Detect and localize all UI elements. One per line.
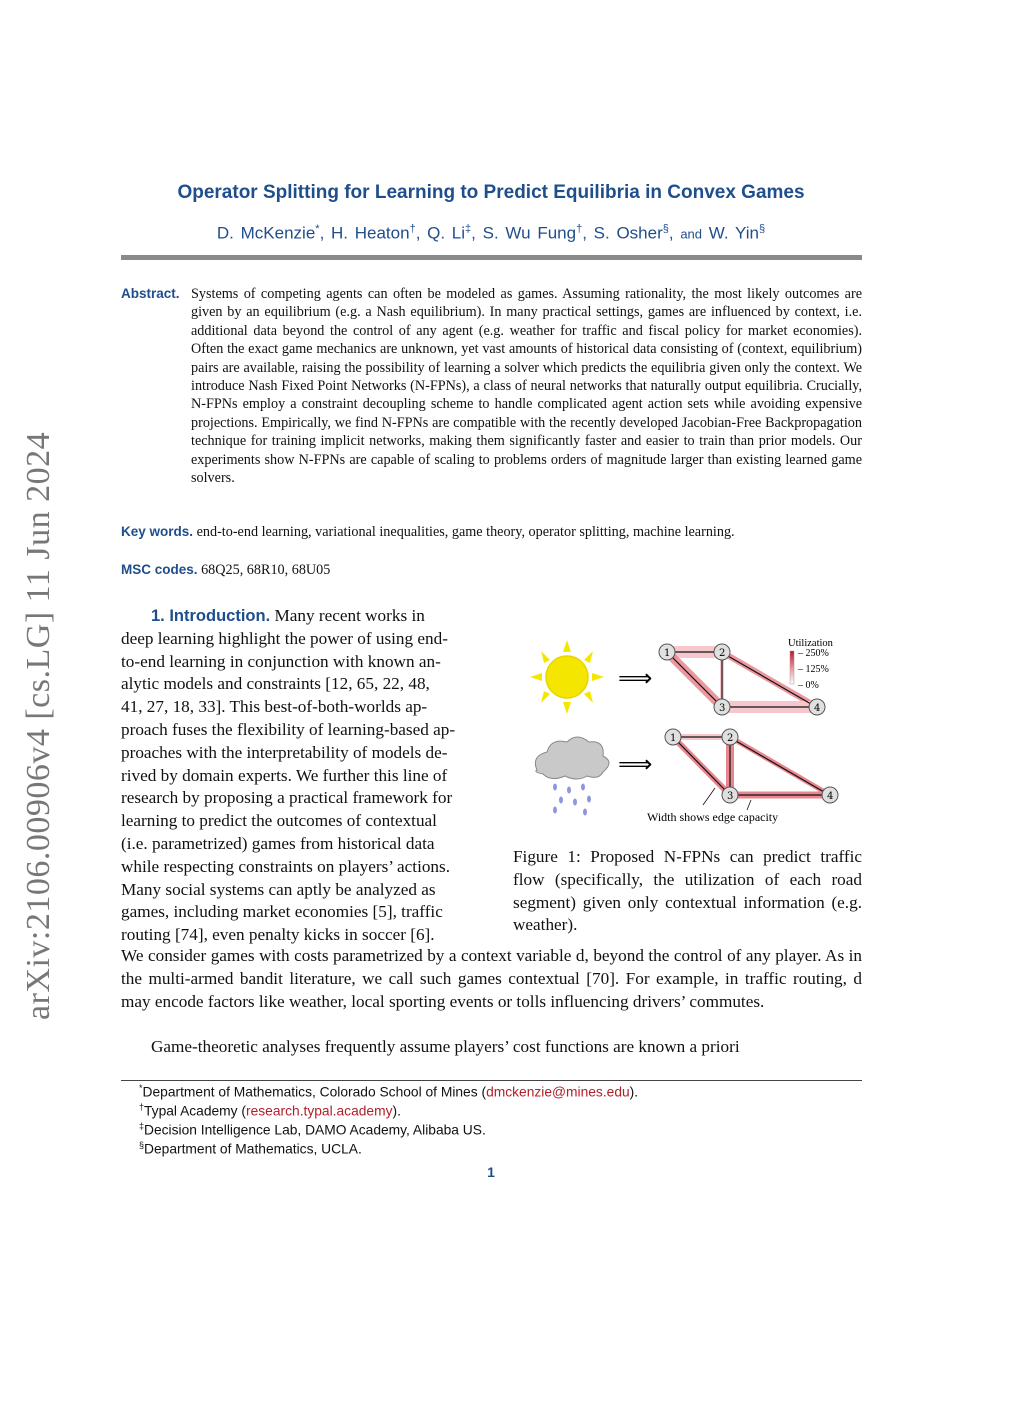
footnote-text: Typal Academy ( [144,1103,247,1119]
node-label: 4 [814,703,821,714]
intro-line: routing [74], even penalty kicks in soccer [6]. [121,925,435,945]
implies-arrow-top: ⟹ [618,664,653,692]
intro-line: proach fuses the flexibility of learning-based ap- [121,719,456,739]
footnote-text: Decision Intelligence Lab, DAMO Academy, Alibaba US. [144,1122,486,1138]
intro-line-text: Many recent works in [274,606,425,625]
legend-tick: – 125% [798,664,829,675]
node-label: 4 [827,791,834,802]
paper-title: Operator Splitting for Learning to Predict Equilibria in Convex Games [177,182,805,203]
keywords-label: Key words. [121,524,194,539]
intro-line: (i.e. parametrized) games from historical data [121,833,435,853]
affil-mark: † [576,223,583,235]
intro-line: research by proposing a practical framework for [121,788,453,808]
keywords [121,523,862,541]
implies-arrow-bottom: ⟹ [618,750,653,778]
legend-title: Utilization [788,638,833,649]
footnote-mark: ‡ [139,1121,145,1131]
intro-line: proaches with the interpretability of models de- [121,742,448,762]
footnote-mark: * [139,1083,143,1093]
author: W. Yin [708,223,759,243]
intro-line [121,605,498,628]
legend-tick: – 250% [798,648,829,659]
sun-icon [530,640,604,714]
node-label: 1 [670,733,677,744]
footnote-text: Department of Mathematics, Colorado School of Mines ( [142,1084,487,1100]
msc-codes [121,561,862,579]
intro-line: while respecting constraints on players’ actions. [121,856,451,876]
intro-line: rived by domain experts. We further this line of [121,765,448,785]
node-label: 1 [664,648,671,659]
intro-line: alytic models and constraints [12, 65, 22, 48, [121,674,430,694]
figure-caption: Figure 1: Proposed N-FPNs can predict traffic flow (specifically, the utilization of each road segment) given only contextual information (e.g. weather). [513,847,862,935]
footnote-after: ). [392,1103,401,1119]
footnote-after: ). [629,1084,639,1100]
page-number: 1 [487,1164,495,1180]
author: D. McKenzie [216,223,316,243]
node-label: 3 [719,703,726,714]
msc-text: 68Q25, 68R10, 68U05 [201,562,331,578]
footnote-rule [121,1080,862,1081]
section-heading: 1. Introduction. [151,607,271,625]
figure-1 [525,630,865,830]
author-list: D. McKenzie*, H. Heaton†, Q. Li‡, S. Wu Fung†, S. Osher§, and W. Yin§ [216,223,766,243]
intro-line: 41, 27, 18, 33]. This best-of-both-worlds ap- [121,697,428,717]
author: S. Wu Fung [482,223,577,243]
authors-and: and [680,226,703,242]
intro-paragraph-next: Game-theoretic analyses frequently assume players’ cost functions are known a priori [151,1037,740,1056]
intro-line: to-end learning in conjunction with known an- [121,651,441,671]
node-label: 2 [727,733,734,744]
width-note: Width shows edge capacity [647,810,779,824]
arxiv-side-stamp: arXiv:2106.00906v4 [cs.LG] 11 Jun 2024 [20,431,57,1020]
intro-line: Many social systems can aptly be analyzed as [121,879,436,899]
intro-paragraph: We consider games with costs parametrized by a context variable d, beyond the control of any player. As in the multi-armed bandit literature, we call such games contextual [70]. For example, in traffic routing, d may encode factors like weather, local sporting events or tolls influencing drivers’ commutes. [121,946,862,1011]
utilization-legend [788,638,834,691]
footnote-link[interactable]: research.typal.academy [246,1103,393,1119]
intro-line: learning to predict the outcomes of contextual [121,811,437,831]
affil-mark: † [409,223,416,235]
cloud-icon [535,737,609,816]
keywords-text: end-to-end learning, variational inequalities, game theory, operator splitting, machine learning. [196,524,735,540]
affil-mark: * [315,223,320,235]
affil-mark: § [662,223,669,235]
footnote [139,1121,486,1138]
author: H. Heaton [331,223,410,243]
affil-mark: § [758,223,766,235]
footnote-mark: † [139,1102,145,1112]
abstract-label: Abstract. [121,286,180,301]
footnote-link[interactable]: dmckenzie@mines.edu [486,1084,630,1100]
author: S. Osher [593,223,663,243]
footnote-text: Department of Mathematics, UCLA. [144,1141,362,1157]
legend-tick: – 0% [798,680,819,691]
intro-line: deep learning highlight the power of using end- [121,628,448,648]
network-rainy [665,729,838,810]
node-label: 2 [719,648,726,659]
title-rule [121,255,862,260]
affil-mark: ‡ [465,223,472,235]
footnote [139,1102,401,1119]
intro-line: games, including market economies [5], traffic [121,902,443,922]
footnote-mark: § [139,1140,145,1150]
node-label: 3 [727,791,734,802]
abstract-text: Systems of competing agents can often be modeled as games. Assuming rationality, the most likely outcomes are given by an equilibrium (e.g. a Nash equilibrium). In many practical settings, games are influenced by context, i.e. additional data beyond the control of any agent (e.g. weather for traffic and fiscal policy for market economies). Often the exact game mechanics are unknown, yet vast amounts of historical data consisting of (context, equilibrium) pairs are available, raising the possibility of learning a solver which predicts the equilibria given only the context. We introduce Nash Fixed Point Networks (N-FPNs), a class of neural networks that naturally output equilibria. Crucially, N-FPNs employ a constraint decoupling scheme to handle complicated agent action sets while avoiding expensive projections. Empirically, we find N-FPNs are compatible with the recently developed Jacobian-Free Backpropagation technique for training implicit networks, making them significantly faster and easier to train than prior models. Our experiments show N-FPNs are capable of scaling to problems orders of magnitude larger than existing learned game solvers. [191,286,862,487]
footnote [139,1083,638,1100]
figure-graphic [525,630,865,830]
author: Q. Li [427,223,466,243]
intro-column [121,605,498,947]
msc-label: MSC codes. [121,562,198,577]
footnote [139,1140,362,1157]
